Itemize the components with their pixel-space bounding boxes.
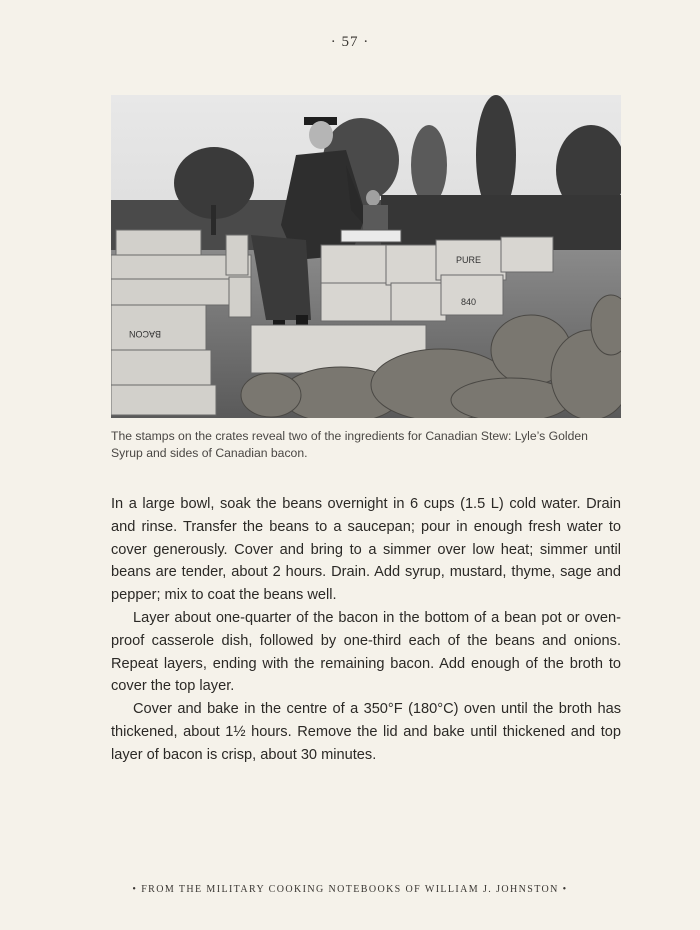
instruction-paragraph-3: Cover and bake in the centre of a 350°F (180°C) oven until the broth has thickened, about 1½ hours. Remove the lid and bake until thickened and top layer of bacon is crisp, about 30 minutes. [111,701,621,763]
recipe-instructions [111,493,621,767]
crate-stamp-pure: PURE [456,255,482,265]
crate-stamp-number: 840 [461,297,477,307]
figure-caption: The stamps on the crates reveal two of the ingredients for Canadian Stew: Lyle’s Golden Syrup and sides of Canadian bacon. [111,429,588,460]
instruction-paragraph-2: Layer about one-quarter of the bacon in the bottom of a bean pot or oven-proof casserole dish, followed by one-third each of the beans and onions. Repeat layers, ending with the remaining bacon. Add enough of the broth to cover the top layer. [111,609,621,695]
crate-stamp-bacon: BACON [128,329,161,339]
page-number: · 57 · [330,34,370,50]
running-footer: • FROM THE MILITARY COOKING NOTEBOOKS OF WILLIAM J. JOHNSTON • [132,884,568,895]
historical-photo [111,95,621,418]
instruction-paragraph-1: In a large bowl, soak the beans overnight in 6 cups (1.5 L) cold water. Drain and rinse. Transfer the beans to a saucepan; pour in enough fresh water to cover generously. Cover and bring to a simmer over low heat; simmer until beans are tender, about 2 hours. Drain. Add syrup, mustard, thyme, sage and pepper; mix to coat the beans well. [111,496,621,604]
